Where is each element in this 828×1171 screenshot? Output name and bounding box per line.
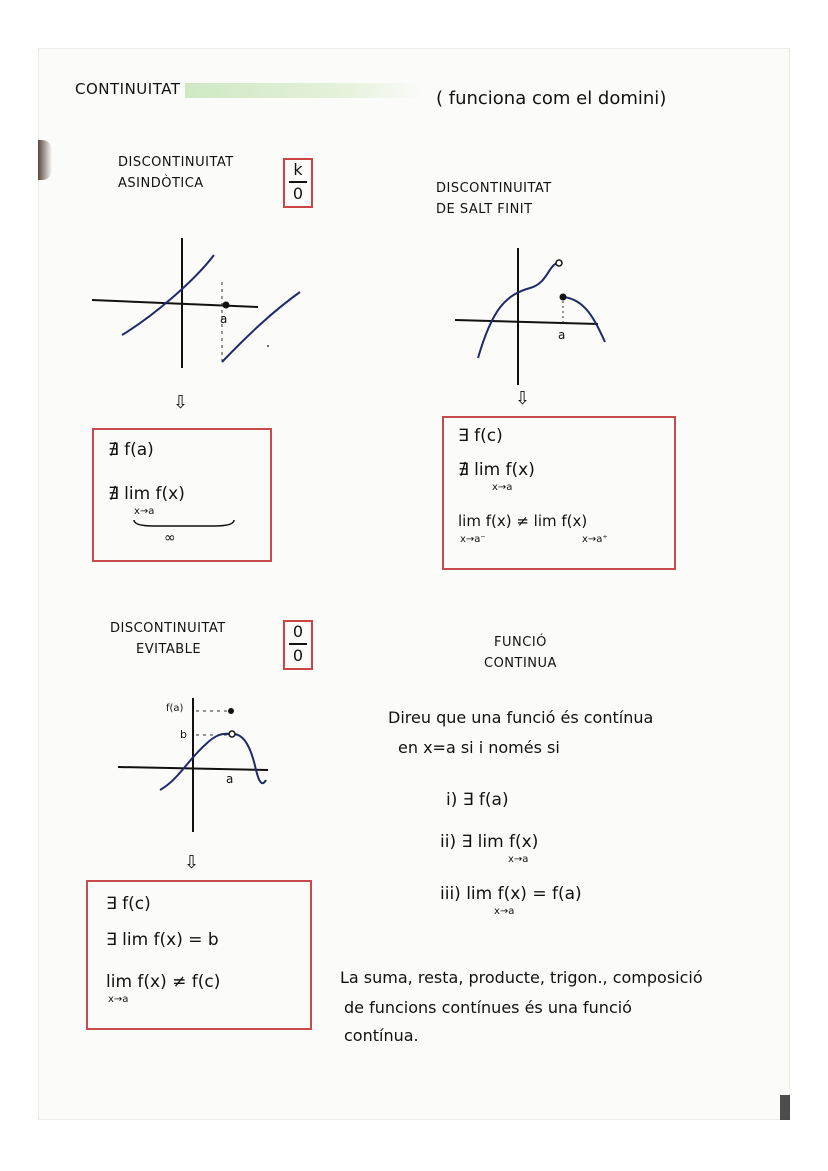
jump-arrow: ⇩ <box>515 388 531 409</box>
asymptotic-box-line2: ∄ lim f(x) <box>108 484 185 504</box>
jump-box-line1: ∃ f(c) <box>458 426 503 446</box>
jump-box-line3: lim f(x) ≠ lim f(x) <box>458 512 588 530</box>
continuous-condition-1: i) ∃ f(a) <box>446 790 509 810</box>
continuous-heading-line2: CONTINUA <box>484 656 557 671</box>
asymptotic-point-label: a <box>220 312 228 326</box>
closing-line2: de funcions contínues és una funció <box>344 998 632 1017</box>
page-title: CONTINUITAT <box>75 80 181 98</box>
jump-point-label: a <box>558 328 566 342</box>
removable-label-b: b <box>180 728 187 741</box>
asymptotic-heading-line2: ASINDÒTICA <box>118 176 204 191</box>
open-point <box>229 731 235 737</box>
curve-left-part <box>160 734 230 790</box>
removable-arrow: ⇩ <box>184 852 200 873</box>
removable-box-sub3: x→a <box>108 994 129 1005</box>
removable-heading-line2: EVITABLE <box>136 642 202 657</box>
continuous-intro-line2: en x=a si i només si <box>398 738 560 757</box>
continuous-condition-3-sub: x→a <box>494 906 515 917</box>
asymptotic-box-sub: x→a <box>134 506 155 517</box>
fraction-denominator: 0 <box>292 184 304 203</box>
jump-box-sub3-left: x→a⁻ <box>460 534 486 545</box>
closing-line3: contínua. <box>344 1026 419 1045</box>
removable-box-line3: lim f(x) ≠ f(c) <box>106 972 221 992</box>
removable-heading-line1: DISCONTINUITAT <box>110 621 226 636</box>
asymptotic-box-line1: ∄ f(a) <box>108 440 154 460</box>
removable-label-fa: f(a) <box>166 703 184 714</box>
continuous-condition-2-sub: x→a <box>508 854 529 865</box>
title-note: ( funciona com el domini) <box>436 88 667 109</box>
continuous-condition-3: iii) lim f(x) = f(a) <box>440 884 582 904</box>
jump-heading-line1: DISCONTINUITAT <box>436 181 552 196</box>
jump-heading-line2: DE SALT FINIT <box>436 202 533 217</box>
continuous-condition-2: ii) ∃ lim f(x) <box>440 832 539 852</box>
removable-box-line2: ∃ lim f(x) = b <box>106 930 219 950</box>
curve-right-part <box>234 734 266 783</box>
fraction-denominator: 0 <box>292 646 304 665</box>
asymptotic-box-infinity: ∞ <box>164 530 176 546</box>
fraction-numerator: k <box>293 160 303 179</box>
isolated-point <box>228 708 234 714</box>
jump-box-sub3-right: x→a⁺ <box>582 534 608 545</box>
removable-box-line1: ∃ f(c) <box>106 894 151 914</box>
jump-box-line2: ∄ lim f(x) <box>458 460 535 480</box>
closing-line1: La suma, resta, producte, trigon., composició <box>340 968 703 987</box>
fraction-numerator: 0 <box>292 622 304 641</box>
continuous-intro-line1: Direu que una funció és contínua <box>388 708 654 727</box>
continuous-heading <box>484 632 557 674</box>
asymptotic-heading-line1: DISCONTINUITAT <box>118 155 234 170</box>
jump-box-sub2: x→a <box>492 482 513 493</box>
asymptotic-arrow: ⇩ <box>173 392 189 413</box>
removable-box <box>86 880 312 1030</box>
removable-point-label: a <box>226 772 234 786</box>
continuous-heading-line1: FUNCIÓ <box>494 635 547 650</box>
